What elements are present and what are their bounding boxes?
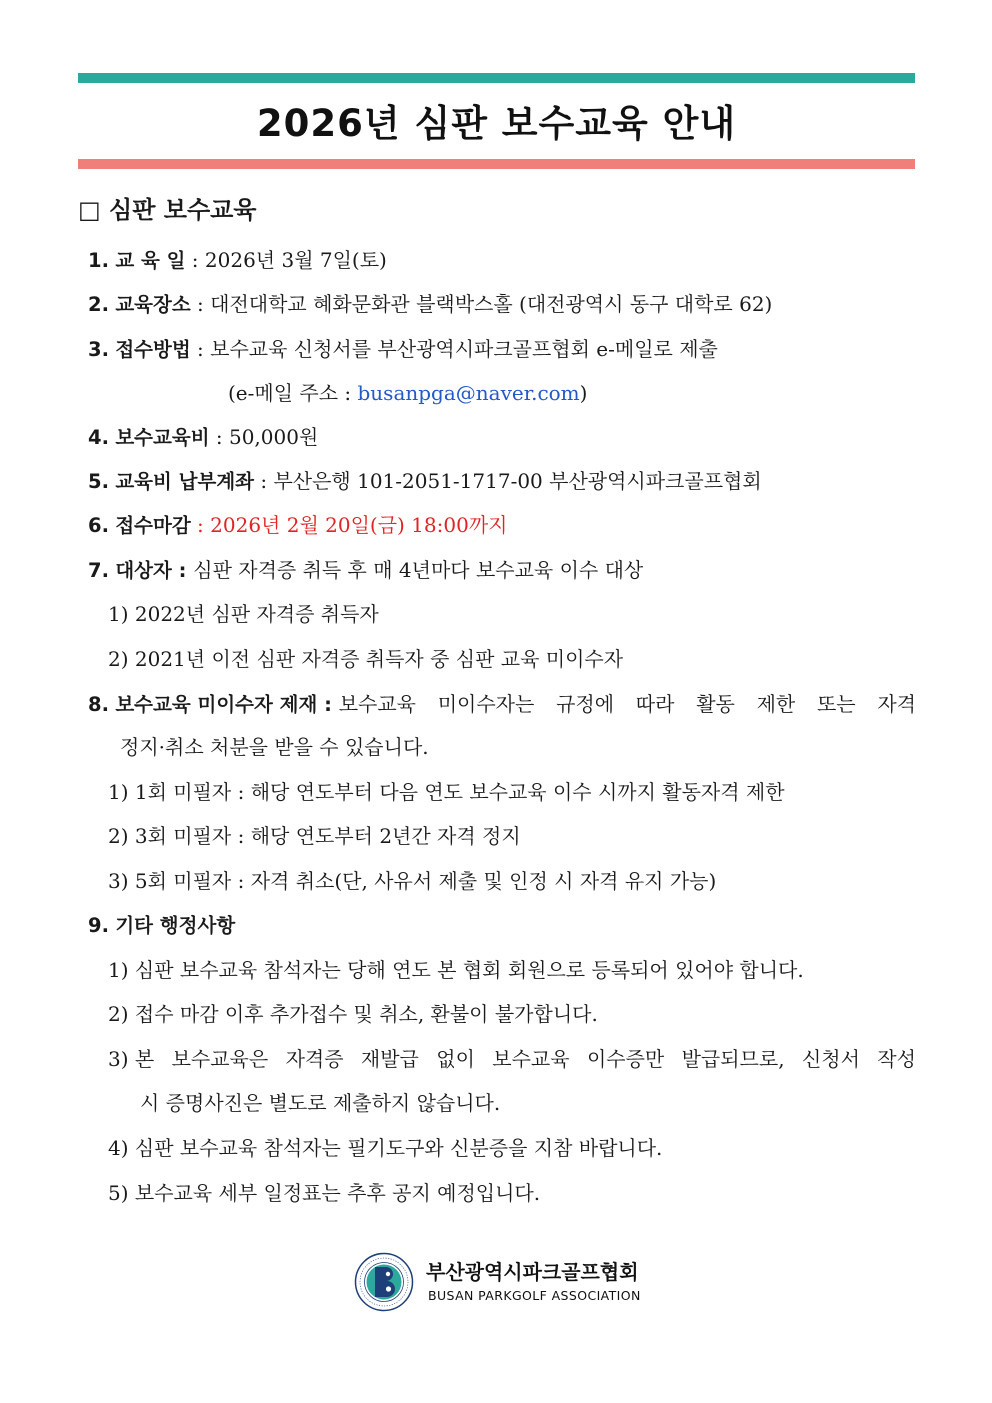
section-heading: □ 심판 보수교육 bbox=[78, 196, 257, 224]
item-value: 2026년 3월 7일(토) bbox=[204, 248, 387, 272]
value-word: 이수증만 bbox=[586, 1047, 665, 1071]
busan-parkgolf-emblem-icon bbox=[354, 1252, 414, 1312]
item-label: 보수교육 미이수자 제재 bbox=[115, 693, 318, 716]
item-value: 50,000원 bbox=[228, 425, 319, 449]
value-word: 또는 bbox=[816, 692, 856, 716]
item-label: 교육비 납부계좌 bbox=[115, 470, 254, 493]
email-line bbox=[228, 378, 587, 408]
item-value: 대전대학교 혜화문화관 블랙박스홀 (대전광역시 동구 대학로 62) bbox=[210, 292, 773, 316]
value-word: 따라 bbox=[635, 692, 675, 716]
admin-sub-item: 5) 보수교육 세부 일정표는 추후 공지 예정입니다. bbox=[108, 1181, 541, 1205]
item-education-date bbox=[88, 245, 387, 276]
item-separator: : bbox=[171, 559, 194, 582]
page-title: 2026년 심판 보수교육 안내 bbox=[256, 102, 737, 145]
item-number: 3. bbox=[88, 338, 109, 361]
deadline-value: 2026년 2월 20일(금) 18:00까지 bbox=[210, 513, 508, 537]
value-word: 작성 bbox=[877, 1047, 916, 1071]
value-word: 미이수자는 bbox=[437, 692, 535, 716]
value-word: 신청서 bbox=[801, 1047, 860, 1071]
item-number: 5. bbox=[88, 470, 109, 493]
target-sub-item: 1) 2022년 심판 자격증 취득자 bbox=[108, 602, 379, 626]
item-number: 7. bbox=[88, 559, 109, 582]
admin-sub-item: 4) 심판 보수교육 참석자는 필기도구와 신분증을 지참 바랍니다. bbox=[108, 1136, 663, 1160]
target-sub-item: 2) 2021년 이전 심판 자격증 취득자 중 심판 교육 미이수자 bbox=[108, 647, 624, 671]
value-word: 활동 bbox=[696, 692, 735, 716]
email-suffix: ) bbox=[579, 381, 588, 405]
item-label: 보수교육비 bbox=[115, 426, 210, 449]
value-word: 제한 bbox=[756, 692, 796, 716]
item-separator: : bbox=[254, 469, 274, 493]
association-name-english: BUSAN PARKGOLF ASSOCIATION bbox=[428, 1288, 641, 1303]
item-number: 4. bbox=[88, 426, 109, 449]
value-word: 자격 bbox=[877, 692, 916, 716]
item-label: 접수방법 bbox=[115, 338, 191, 361]
item-label: 교 육 일 bbox=[115, 249, 186, 272]
item-number: 1. bbox=[88, 249, 109, 272]
item-separator: : bbox=[190, 513, 211, 537]
value-word: 없이 bbox=[436, 1047, 475, 1071]
item-deadline bbox=[88, 510, 507, 541]
item-education-fee bbox=[88, 422, 318, 453]
item-value: 부산은행 101-2051-1717-00 부산광역시파크골프협회 bbox=[273, 469, 762, 493]
sanction-sub-item: 1) 1회 미필자 : 해당 연도부터 다음 연도 보수교육 이수 시까지 활동자격 제한 bbox=[108, 780, 785, 804]
admin-sub-item: 2) 접수 마감 이후 추가접수 및 취소, 환불이 불가합니다. bbox=[108, 1002, 598, 1026]
association-name-korean: 부산광역시파크골프협회 bbox=[426, 1260, 639, 1284]
value-word: 규정에 bbox=[556, 692, 615, 716]
admin-sub-item: 1) 심판 보수교육 참석자는 당해 연도 본 협회 회원으로 등록되어 있어야 합니다. bbox=[108, 958, 804, 982]
top-accent-bar bbox=[78, 73, 915, 83]
item-other-admin bbox=[88, 910, 235, 941]
association-logo bbox=[354, 1252, 642, 1312]
admin-sub-item-continued: 시 증명사진은 별도로 제출하지 않습니다. bbox=[140, 1091, 501, 1115]
sub-number: 3) bbox=[108, 1047, 129, 1071]
item-sanctions bbox=[88, 689, 916, 720]
item-education-venue bbox=[88, 289, 772, 320]
item-separator: : bbox=[190, 292, 211, 316]
value-word: 보수교육 bbox=[338, 692, 416, 716]
item-payment-account bbox=[88, 466, 762, 497]
item-value: 보수교육 신청서를 부산광역시파크골프협회 e-메일로 제출 bbox=[210, 337, 718, 361]
item-separator: : bbox=[317, 693, 339, 716]
sanction-sub-item: 2) 3회 미필자 : 해당 연도부터 2년간 자격 정지 bbox=[108, 824, 521, 848]
value-word: 재발급 bbox=[360, 1047, 419, 1071]
item-value: 심판 자격증 취득 후 매 4년마다 보수교육 이수 대상 bbox=[193, 558, 644, 582]
item-label: 접수마감 bbox=[115, 514, 191, 537]
item-target bbox=[88, 555, 643, 586]
value-word: 보수교육은 bbox=[171, 1047, 269, 1071]
bottom-accent-bar bbox=[78, 159, 915, 169]
value-word: 자격증 bbox=[285, 1047, 344, 1071]
item-application-method bbox=[88, 334, 718, 365]
email-prefix: (e-메일 주소 : bbox=[228, 381, 358, 405]
value-word: 본 bbox=[134, 1047, 155, 1071]
admin-sub-item bbox=[108, 1044, 916, 1074]
item-label: 대상자 bbox=[115, 559, 172, 582]
item-number: 8. bbox=[88, 693, 109, 716]
item-number: 9. bbox=[88, 914, 109, 937]
item-number: 2. bbox=[88, 293, 109, 316]
sanctions-continued: 정지·취소 처분을 받을 수 있습니다. bbox=[120, 735, 429, 759]
item-label: 교육장소 bbox=[115, 293, 191, 316]
item-separator: : bbox=[190, 337, 211, 361]
sanction-sub-item: 3) 5회 미필자 : 자격 취소(단, 사유서 제출 및 인정 시 자격 유지 가능) bbox=[108, 869, 717, 893]
item-separator: : bbox=[185, 248, 205, 272]
item-number: 6. bbox=[88, 514, 109, 537]
value-word: 보수교육 bbox=[492, 1047, 570, 1071]
item-separator: : bbox=[209, 425, 229, 449]
email-link[interactable]: busanpga@naver.com bbox=[357, 381, 580, 405]
value-word: 발급되므로, bbox=[681, 1047, 785, 1071]
item-label: 기타 행정사항 bbox=[115, 914, 236, 937]
